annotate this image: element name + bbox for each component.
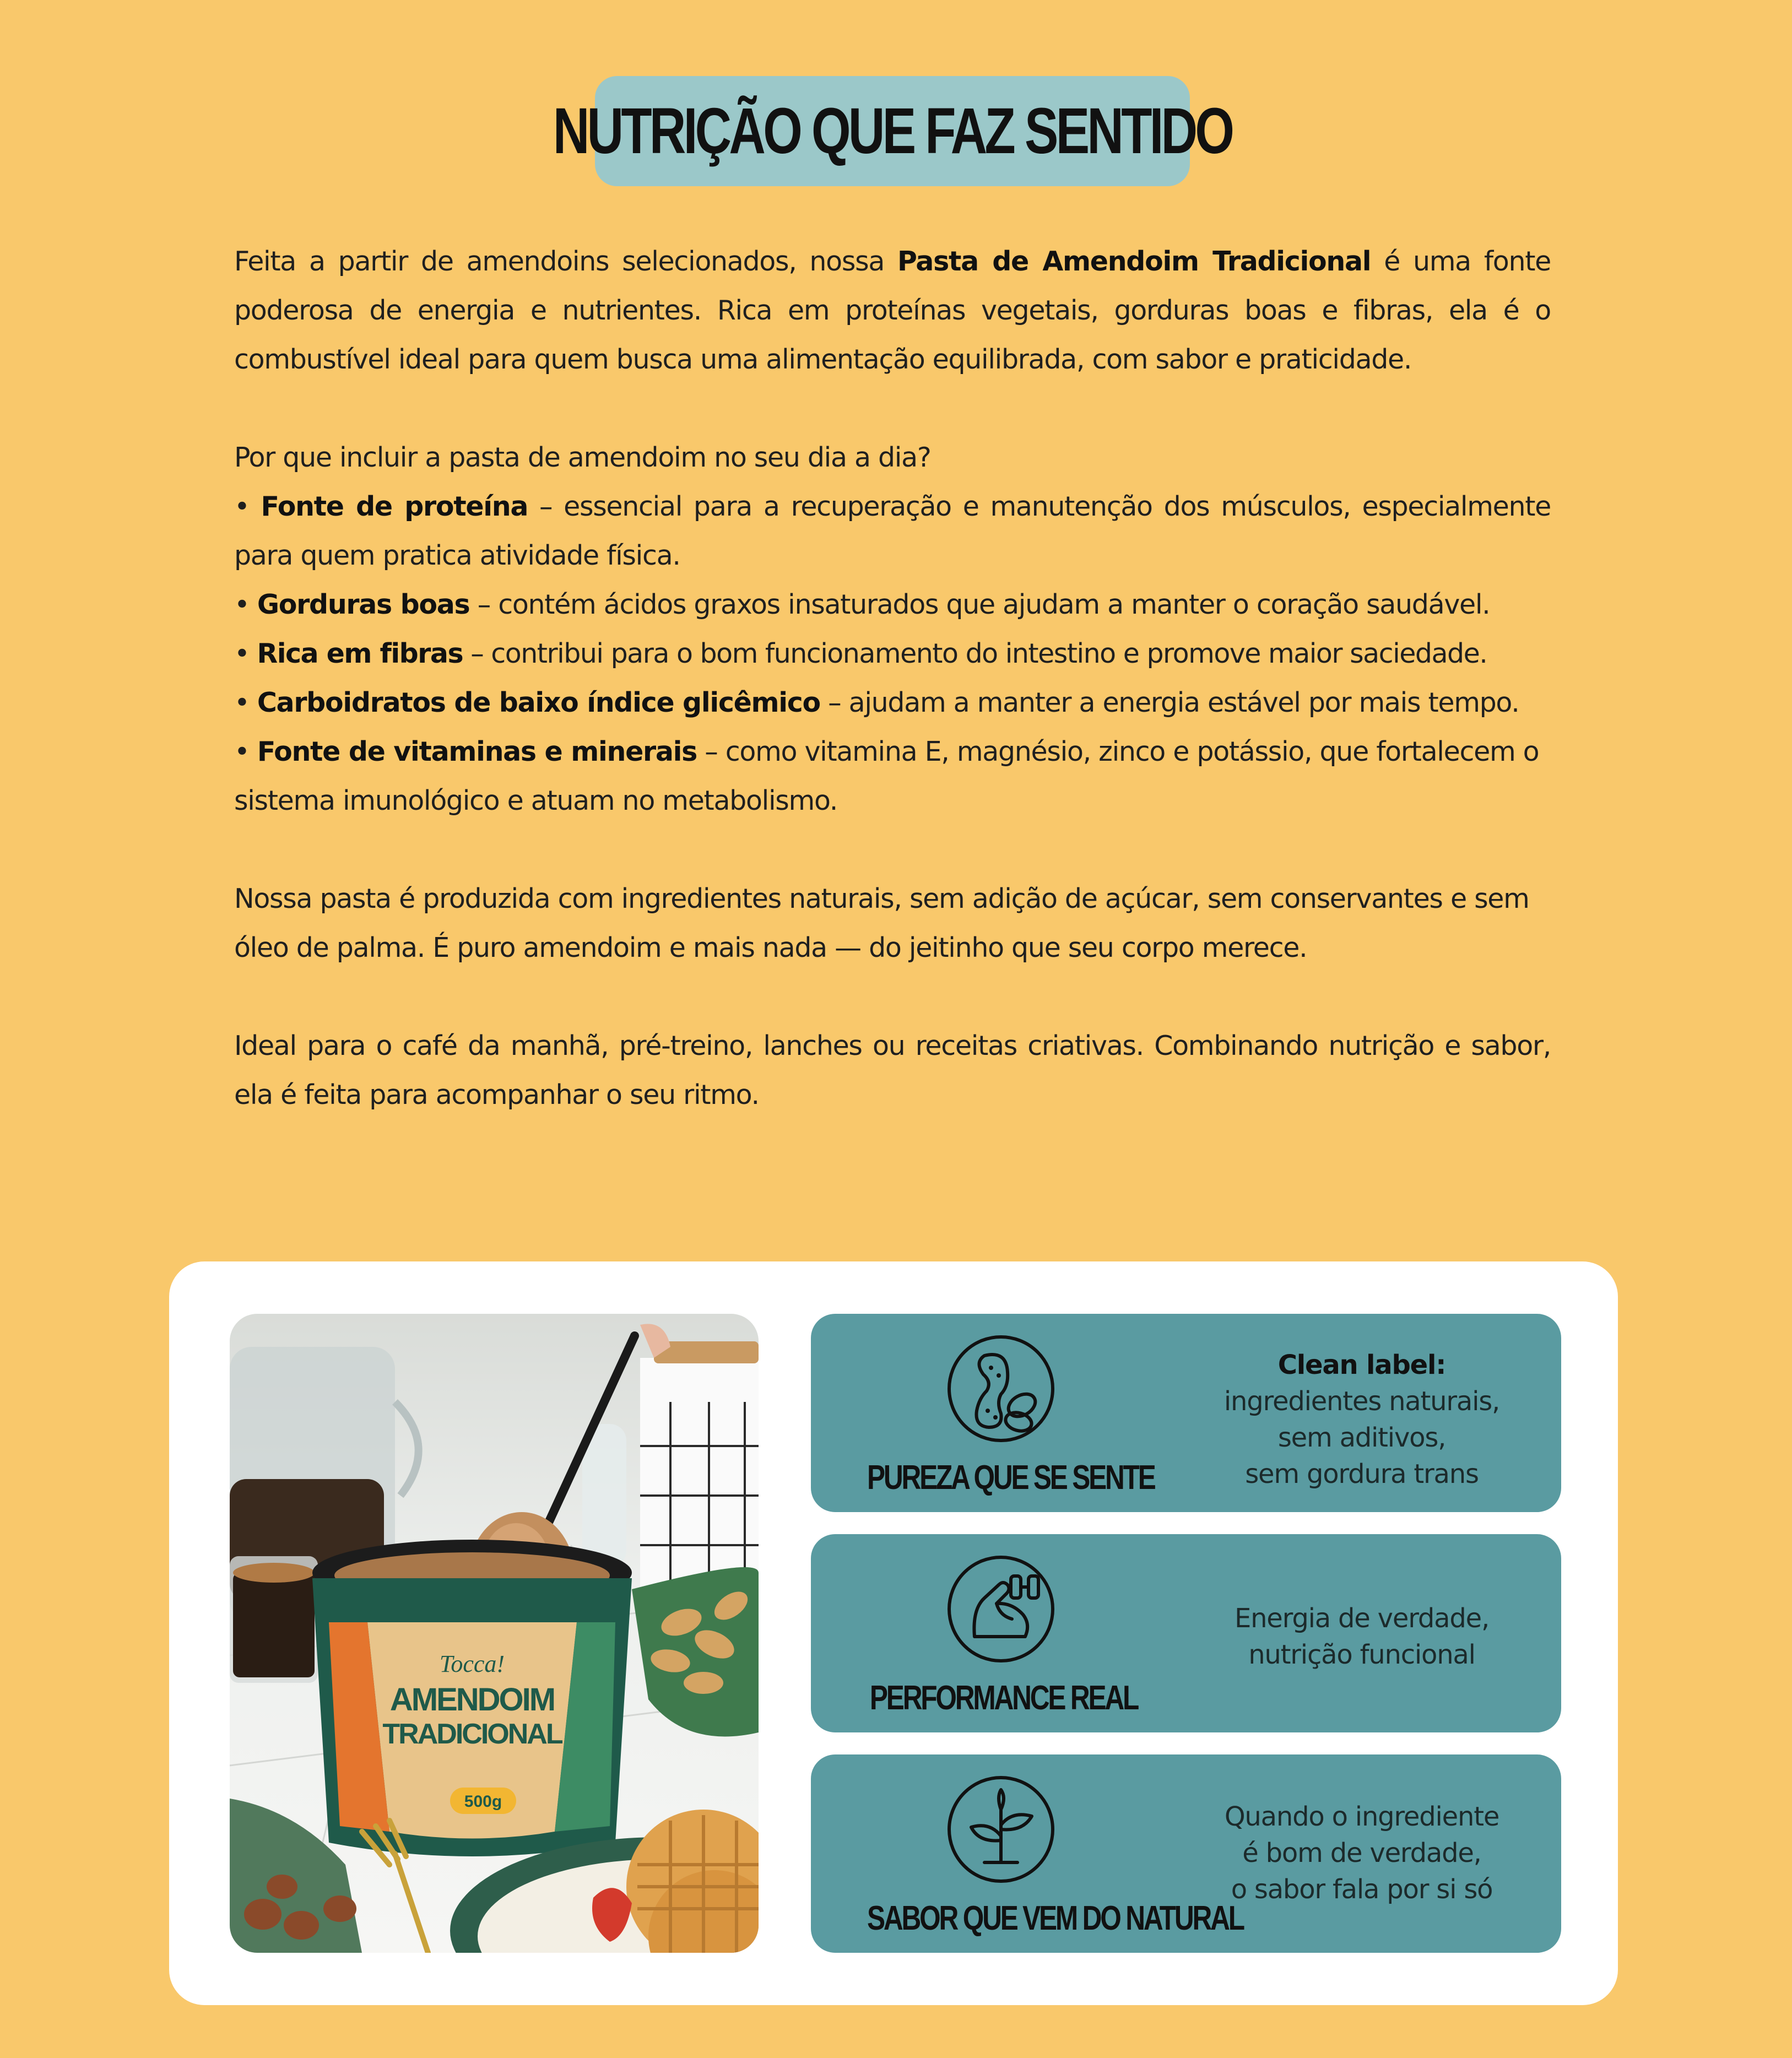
peanut-butter-jar <box>312 1540 632 1856</box>
page-title: NUTRIÇÃO QUE FAZ SENTIDO <box>553 95 1232 167</box>
jar-brand: Tocca! <box>439 1650 505 1677</box>
jar-weight: 500g <box>464 1792 502 1811</box>
benefit-label-performance: PERFORMANCE REAL <box>869 1679 1138 1717</box>
intro-before: Feita a partir de amendoins selecionados, nossa <box>234 246 898 277</box>
benefit-card-purity <box>811 1314 1561 1512</box>
benefit-desc-purity: Clean label: ingredientes naturais, sem aditivos, sem gordura trans <box>1223 1350 1500 1490</box>
question-line: Por que incluir a pasta de amendoim no seu dia a dia? <box>234 442 931 473</box>
jar-name-line2: TRADICIONAL <box>382 1718 562 1750</box>
product-photo-illustration <box>230 1314 759 1953</box>
natural-paragraph: Nossa pasta é produzida com ingredientes naturais, sem adição de açúcar, sem conservantes e sem óleo de palma. É puro amendoim e mais nada — do jeitinho que seu corpo merece. <box>234 883 1529 963</box>
grid-canister <box>640 1341 759 1600</box>
benefit-label-purity: PUREZA QUE SE SENTE <box>867 1459 1155 1497</box>
intro-product-name: Pasta de Amendoim Tradicional <box>897 246 1371 277</box>
flexed-arm-icon <box>946 1554 1056 1664</box>
espresso-cup <box>230 1556 318 1683</box>
benefit-item-fats: • Gorduras boas – contém ácidos graxos insaturados que ajudam a manter o coração saudável. <box>234 589 1490 620</box>
benefit-item-carbs: • Carboidratos de baixo índice glicêmico – ajudam a manter a energia estável por mais tempo. <box>234 687 1519 718</box>
benefit-item-protein: • Fonte de proteína – essencial para a recuperação e manutenção dos músculos, especialmente para quem pratica atividade física. <box>234 491 1551 571</box>
benefit-desc-performance: Energia de verdade, nutrição funcional <box>1234 1603 1490 1670</box>
product-photo <box>230 1314 759 1953</box>
benefit-card-flavor <box>811 1754 1561 1953</box>
benefit-label-flavor: SABOR QUE VEM DO NATURAL <box>867 1899 1243 1937</box>
ideal-paragraph: Ideal para o café da manhã, pré-treino, lanches ou receitas criativas. Combinando nutrição e sabor, ela é feita para acompanhar o seu ritmo. <box>234 1030 1551 1111</box>
highlights-card <box>169 1261 1618 2005</box>
sprout-icon <box>946 1774 1056 1884</box>
benefit-card-performance <box>811 1534 1561 1732</box>
title-banner <box>553 76 1232 186</box>
intro-after: é uma fonte poderosa de energia e nutrientes. Rica em proteínas vegetais, gorduras boas e fibras, ela é o combustível ideal para quem busca uma alimentação equilibrada, com sabor e praticidade. <box>234 246 1551 375</box>
jar-name-line1: AMENDOIM <box>389 1682 555 1718</box>
description-text <box>234 237 1551 1119</box>
peanut-icon <box>946 1334 1056 1444</box>
benefit-desc-flavor: Quando o ingrediente é bom de verdade, o sabor fala por si só <box>1224 1801 1499 1905</box>
intro-paragraph <box>234 237 1551 384</box>
benefit-item-vitamins: • Fonte de vitaminas e minerais – como vitamina E, magnésio, zinco e potássio, que fortalecem o sistema imunológico e atuam no metabolismo. <box>234 736 1539 816</box>
benefit-item-fibers: • Rica em fibras – contribui para o bom funcionamento do intestino e promove maior saciedade. <box>234 638 1487 669</box>
